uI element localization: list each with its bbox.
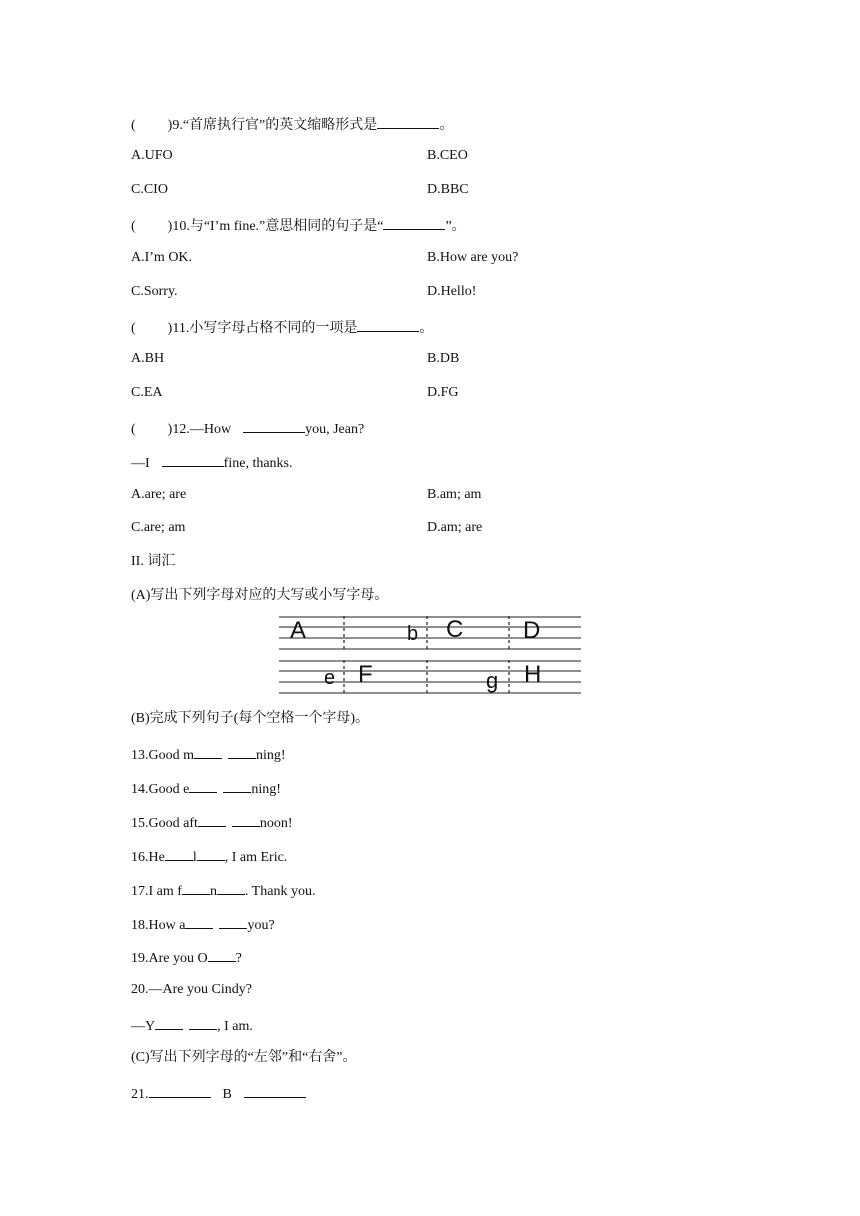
option-b[interactable]: B.How are you? — [427, 250, 519, 265]
sentence-item: 20.—Are you Cindy? — [131, 982, 252, 997]
grid-letter: A — [290, 617, 307, 644]
grid-letter: H — [524, 661, 542, 688]
option-a[interactable]: A.BH — [131, 351, 165, 366]
letter-blank[interactable] — [194, 744, 222, 759]
neighbor-letter-item: 21. B — [131, 1083, 306, 1104]
letter-blank[interactable] — [223, 778, 251, 793]
sentence-item: —Y , I am. — [131, 1015, 253, 1036]
option-b[interactable]: B.DB — [427, 351, 460, 366]
sentence-item: 14.Good e ning! — [131, 778, 281, 799]
grid-letter: g — [486, 668, 499, 693]
option-b[interactable]: B.am; am — [427, 487, 482, 502]
option-a[interactable]: A.are; are — [131, 487, 187, 502]
sentence-item: 18.How a you? — [131, 914, 275, 935]
letter-blank[interactable] — [185, 914, 213, 929]
section-title: II. 词汇 — [131, 554, 176, 569]
letter-blank[interactable] — [219, 914, 247, 929]
letter-blank[interactable] — [155, 1015, 183, 1030]
question-12-line-2: —I fine, thanks. — [131, 452, 293, 473]
question-11: ( )11.小写字母占格不同的一项是 。 — [131, 317, 433, 338]
option-c[interactable]: C.are; am — [131, 520, 186, 535]
option-c[interactable]: C.Sorry. — [131, 284, 178, 299]
letter-blank[interactable] — [208, 947, 236, 962]
option-d[interactable]: D.am; are — [427, 520, 483, 535]
answer-blank[interactable] — [162, 452, 224, 467]
answer-blank[interactable] — [383, 215, 445, 230]
question-10: ( )10.与“I’m fine.”意思相同的句子是“ ”。 — [131, 215, 466, 236]
part-b-title: (B)完成下列句子(每个空格一个字母)。 — [131, 711, 369, 726]
grid-letter: C — [446, 616, 464, 643]
grid-letter: F — [358, 661, 373, 688]
part-c-title: (C)写出下列字母的“左邻”和“右舍”。 — [131, 1050, 357, 1065]
letter-blank[interactable] — [189, 1015, 217, 1030]
option-c[interactable]: C.EA — [131, 385, 163, 400]
right-neighbor-blank[interactable] — [244, 1083, 306, 1098]
sentence-item: 16.He l , I am Eric. — [131, 846, 287, 867]
question-text: 与“I’m fine.”意思相同的句子是“ — [189, 219, 384, 234]
option-a[interactable]: A.I’m OK. — [131, 250, 193, 265]
grid-letter: D — [523, 617, 541, 644]
option-d[interactable]: D.Hello! — [427, 284, 477, 299]
sentence-item: 17.I am f n . Thank you. — [131, 880, 315, 901]
answer-blank[interactable] — [357, 317, 419, 332]
option-d[interactable]: D.FG — [427, 385, 459, 400]
question-12: ( )12.—How you, Jean? — [131, 418, 364, 439]
letter-blank[interactable] — [197, 846, 225, 861]
answer-blank[interactable] — [377, 114, 439, 129]
sentence-item: 19.Are you O ? — [131, 947, 242, 968]
question-text: “首席执行官”的英文缩略形式是 — [182, 118, 378, 133]
grid-letter: e — [324, 667, 336, 689]
option-c[interactable]: C.CIO — [131, 182, 168, 197]
four-line-writing-grid — [279, 616, 581, 696]
part-a-title: (A)写出下列字母对应的大写或小写字母。 — [131, 588, 389, 603]
left-neighbor-blank[interactable] — [149, 1083, 211, 1098]
letter-blank[interactable] — [217, 880, 245, 895]
grid-letter: b — [407, 623, 419, 645]
letter-blank[interactable] — [228, 744, 256, 759]
option-a[interactable]: A.UFO — [131, 148, 173, 163]
letter-blank[interactable] — [189, 778, 217, 793]
answer-blank[interactable] — [243, 418, 305, 433]
letter-blank[interactable] — [232, 812, 260, 827]
letter-blank[interactable] — [182, 880, 210, 895]
question-9: ( )9.“首席执行官”的英文缩略形式是 。 — [131, 114, 453, 135]
letter-blank[interactable] — [165, 846, 193, 861]
letter-blank[interactable] — [198, 812, 226, 827]
question-text: 小写字母占格不同的一项是 — [189, 321, 358, 336]
sentence-item: 15.Good aft noon! — [131, 812, 293, 833]
option-d[interactable]: D.BBC — [427, 182, 469, 197]
option-b[interactable]: B.CEO — [427, 148, 468, 163]
sentence-item: 13.Good m ning! — [131, 744, 286, 765]
